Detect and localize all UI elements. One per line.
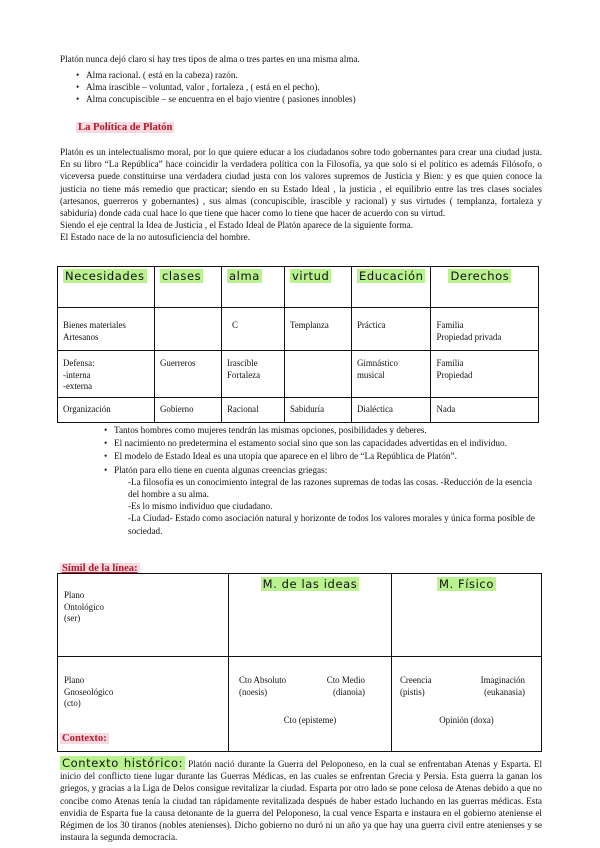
sub-item: -La filosofía es un conocimiento integral de las razones supremas de todas las cosas. -Reducción de la esencia del hombre a su alma. <box>128 476 533 500</box>
header-educacion: Educación <box>359 269 424 283</box>
list-item <box>104 464 544 537</box>
table-row <box>58 398 539 423</box>
header-virtud: virtud <box>292 269 330 283</box>
fisico-cell <box>392 657 542 752</box>
table-cell: Defensa: -interna -externa <box>58 351 155 398</box>
header-cell <box>229 574 392 657</box>
header-necesidades: Necesidades <box>65 269 145 283</box>
contexto-paragraph <box>60 757 542 843</box>
ideas-cell <box>229 657 392 752</box>
table-row <box>58 657 542 752</box>
label: Cto Absoluto <box>239 675 287 685</box>
table-cell <box>285 351 352 398</box>
heading-text: La Política de Platón <box>78 122 173 133</box>
table-cell: Nada <box>431 398 539 423</box>
table-row <box>58 308 539 351</box>
table-cell: Dialéctica <box>352 398 431 423</box>
header-cell <box>392 574 542 657</box>
alma-list <box>76 69 536 106</box>
creencia <box>400 675 432 698</box>
header-clases: clases <box>162 269 202 283</box>
table-cell: C <box>222 308 285 351</box>
contexto-text: Platón nació durante la Guerra del Peloponeso, en la cual se enfrentaban Atenas y Esparta. El inicio del conflicto tiene lugar durante las Guerras Médicas, en las cuales se enfrentan Grecia y Persia. Esta guerra la ganan los griegos, y gracias a la Liga de Delos consigue revitalizar la ciudad. Esparta por otro lado se pone celosa de Atenas debido a que no concibe como Atenas tenía la ciudad tan rápidamente revitalizada después de haber estado luchando en las guerras médicas. Esta envidia de Esparta fue la causa detonante de la guerra del Peloponeso, la cual vence Esparta e instaura en el gobierno ateniense el Régimen de los 30 tiranos (nobles atenienses). Dicho gobierno no duró ni un año ya que hay una guerra civil entre atenienses y se instaura la segunda democracia. <box>60 759 542 843</box>
list-item: • Alma racional. ( está en la cabeza) razón. <box>76 69 536 81</box>
table-cell: Práctica <box>352 308 431 351</box>
table-cell: Organización <box>58 398 155 423</box>
list-item: • El modelo de Estado Ideal es una utopía que aparece en el libro de “La República de Platón”. <box>104 450 544 462</box>
table-header-row <box>58 267 539 308</box>
heading-text: Símil de la línea: <box>62 563 138 574</box>
label: (eukanasia) <box>484 686 525 697</box>
table-row <box>58 351 539 398</box>
label: Creencia <box>400 675 432 685</box>
list-item: • El nacimiento no predetermina el estamento social sino que son las capacidades advertidas en el individuo. <box>104 437 544 449</box>
table-cell: Familia Propiedad <box>431 351 539 398</box>
table-cell: Guerreros <box>155 351 222 398</box>
table-cell: Irascible Fortaleza <box>222 351 285 398</box>
table-cell <box>155 308 222 351</box>
header-ideas: M. de las ideas <box>262 577 358 591</box>
list-item: • Alma irascible – voluntad, valor , fortaleza , ( está en el pecho). <box>76 81 536 93</box>
politica-line: Siendo el eje central la Idea de Justicia , el Estado Ideal de Platón aparece de la siguiente forma. <box>60 220 414 231</box>
estado-ideal-table <box>57 266 539 423</box>
politica-line: El Estado nace de la no autosuficiencia del hombre. <box>60 232 251 243</box>
label: Imaginación <box>480 675 525 685</box>
section-heading-contexto <box>60 733 109 745</box>
label: Cto Medio <box>326 675 365 685</box>
header-fisico: M. Físico <box>439 577 494 591</box>
politica-block <box>60 146 542 244</box>
cto-medio <box>327 675 365 698</box>
table-cell: Racional <box>222 398 285 423</box>
label: (pistis) <box>400 686 425 697</box>
simil-linea-table <box>57 573 542 752</box>
row-label-ontologico: Plano Ontológico (ser) <box>58 574 229 657</box>
table-row <box>58 574 542 657</box>
table-cell: Familia Propiedad privada <box>431 308 539 351</box>
row-label-gnoseologico: Plano Gnoseológico (cto) <box>58 657 229 752</box>
episteme: Cto (episteme) <box>283 715 337 725</box>
imaginacion <box>481 675 525 698</box>
header-alma: alma <box>229 269 260 283</box>
section-heading-politica <box>76 122 174 134</box>
table-cell: Gimnástico musical <box>352 351 431 398</box>
sub-item: -Es lo mismo individuo que ciudadano. <box>128 501 273 512</box>
table-cell: Bienes materiales Artesanos <box>58 308 155 351</box>
label: (dianoia) <box>332 686 365 697</box>
sub-item: -La Ciudad- Estado como asociación natural y horizonte de todos los valores morales y única forma posible de sociedad. <box>128 513 535 536</box>
heading-text: Contexto: <box>62 733 107 744</box>
contexto-label: Contexto histórico: <box>62 756 184 770</box>
intro-line: Platón nunca dejó claro si hay tres tipos de alma o tres partes en una misma alma. <box>60 54 360 64</box>
doxa: Opinión (doxa) <box>439 715 494 725</box>
label: (noesis) <box>239 686 268 697</box>
cto-absoluto <box>239 675 286 698</box>
table-cell: Sabiduría <box>285 398 352 423</box>
list-item-text: Platón para ello tiene en cuenta algunas creencias griegas: <box>114 464 328 475</box>
creencias-list <box>104 424 544 538</box>
table-cell: Gobierno <box>155 398 222 423</box>
header-derechos: Derechos <box>450 269 510 283</box>
list-item: • Tantos hombres como mujeres tendrán las mismas opciones, posibilidades y deberes. <box>104 424 544 436</box>
politica-paragraph: Platón es un intelectualismo moral, por lo que quiere educar a los ciudadanos sobre todo gobernantes para crear una ciudad justa. En su libro “La República” hace coincidir la verdadera política con la Filosofía, ya que solo si el político es además Filósofo, o viceversa puede constituirse una verdadera ciudad justa con los valores supremos de Justicia y Bien: y es que quien conoce la justicia no tiene más remedio que practicar; siendo en su Estado Ideal , la justicia , el equilibrio entre las tres clases sociales (artesanos, guerreros y gobernantes) , sus almas (concupiscible, irascible y racional) y sus virtudes ( templanza, fortaleza y sabiduría) donde cada cual hace lo que tiene que hacer como lo tiene que hacer de acuerdo con su virtud. <box>60 147 542 219</box>
list-item: • Alma concupiscible – se encuentra en el bajo vientre ( pasiones innobles) <box>76 93 536 105</box>
table-cell: Templanza <box>285 308 352 351</box>
